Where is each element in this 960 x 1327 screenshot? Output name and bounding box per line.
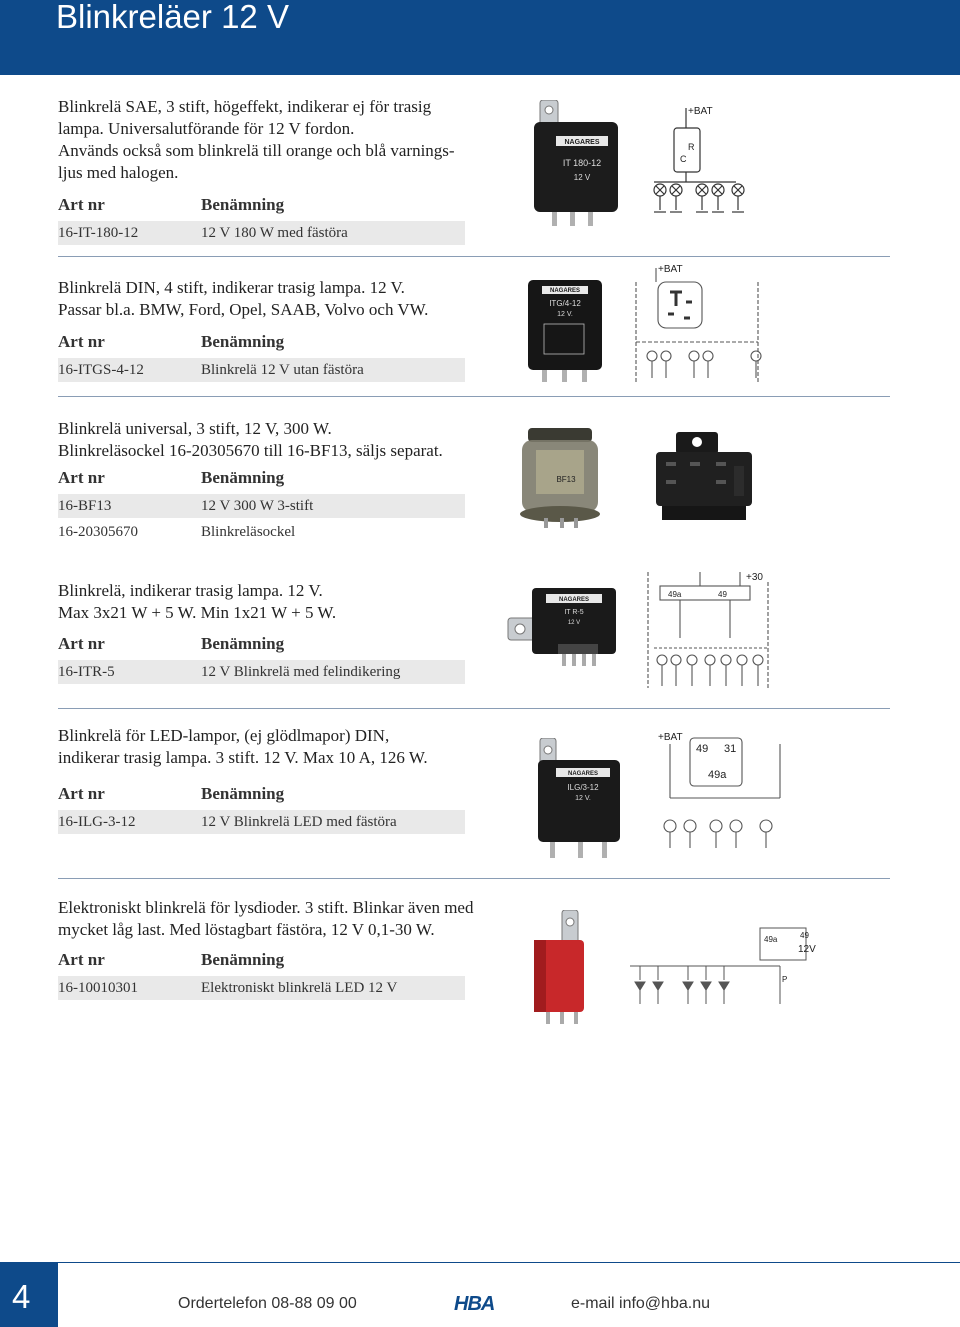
relay-model: IT 180-12 (562, 158, 602, 168)
relay-image-ilg3 (534, 738, 624, 862)
table-row (58, 221, 465, 245)
description-line: Blinkrelä för LED-lampor, (ej glödlmapor) DIN, (58, 726, 390, 745)
product-section-1 (58, 96, 890, 241)
diagram-label-49a: 49a (708, 769, 727, 781)
product-table (58, 634, 465, 684)
product-description (58, 418, 478, 462)
art-nr-cell: 16-ITR-5 (58, 664, 115, 680)
table-header (58, 332, 465, 358)
table-header (58, 634, 465, 660)
relay-brand: NAGARES (549, 288, 581, 294)
description-line: Blinkreläsockel 16-20305670 till 16-BF13, säljs separat. (58, 441, 443, 460)
relay-image-led (532, 910, 592, 1026)
table-row (58, 358, 465, 382)
diagram-label-49a: 49a (668, 590, 682, 599)
order-phone: Ordertelefon 08-88 09 00 (178, 1295, 357, 1312)
relay-voltage: 12 V. (575, 795, 591, 802)
header-art-nr: Art nr (58, 468, 105, 487)
header-art-nr: Art nr (58, 950, 105, 969)
relay-model: ITG/4-12 (549, 299, 581, 308)
description-line: Elektroniskt blinkrelä för lysdioder. 3 stift. Blinkar även med (58, 898, 474, 917)
product-description (58, 277, 478, 321)
description-line: Används också som blinkrelä till orange och blå varnings- (58, 141, 455, 160)
art-nr-cell: 16-ITGS-4-12 (58, 362, 144, 378)
diagram-label-p: P (782, 975, 788, 984)
benamning-cell: Elektroniskt blinkrelä LED 12 V (201, 980, 398, 996)
header-benamning: Benämning (201, 634, 285, 653)
relay-brand: NAGARES (558, 597, 590, 603)
description-line: lampa. Universalutförande för 12 V fordon. (58, 119, 355, 138)
relay-model: IT R-5 (564, 609, 584, 616)
description-line: Blinkrelä universal, 3 stift, 12 V, 300 W. (58, 419, 332, 438)
art-nr-cell: 16-IT-180-12 (58, 225, 139, 241)
product-table (58, 784, 465, 834)
diagram-label-bat: +BAT (658, 732, 683, 743)
description-line: Passar bl.a. BMW, Ford, Opel, SAAB, Volvo och VW. (58, 300, 429, 319)
product-description (58, 580, 478, 624)
diagram-label-30: +30 (746, 572, 763, 583)
relay-image-bf13 (514, 422, 606, 530)
art-nr-cell: 16-20305670 (58, 524, 138, 540)
product-table (58, 468, 465, 544)
art-nr-cell: 16-BF13 (58, 498, 112, 514)
description-line: Max 3x21 W + 5 W. Min 1x21 W + 5 W. (58, 603, 337, 622)
relay-model: ILG/3-12 (567, 783, 599, 792)
page-title: Blinkreläer 12 V (56, 0, 289, 35)
table-header (58, 195, 465, 221)
product-section-3 (58, 418, 890, 540)
header-art-nr: Art nr (58, 332, 105, 351)
relay-image-itr5 (506, 584, 618, 668)
contact-email[interactable]: e-mail info@hba.nu (571, 1295, 710, 1312)
relay-brand: NAGARES (567, 771, 599, 777)
benamning-cell: 12 V Blinkrelä med felindikering (201, 664, 401, 680)
hba-logo: HBA (454, 1293, 495, 1315)
header-benamning: Benämning (201, 195, 285, 214)
table-row (58, 976, 465, 1000)
diagram-label-31: 31 (724, 743, 737, 755)
wiring-diagram-2 (628, 262, 768, 386)
diagram-label-bat: +BAT (688, 106, 713, 117)
product-description (58, 96, 478, 184)
section-divider (58, 878, 890, 879)
diagram-label-49: 49 (800, 931, 809, 940)
description-line: Blinkrelä DIN, 4 stift, indikerar trasig lampa. 12 V. (58, 278, 405, 297)
relay-model: BF13 (556, 475, 576, 484)
description-line: Blinkrelä, indikerar trasig lampa. 12 V. (58, 581, 323, 600)
diagram-label-bat: +BAT (658, 264, 683, 275)
diagram-label-49a: 49a (764, 935, 778, 944)
section-divider (58, 256, 890, 257)
description-line: mycket låg last. Med löstagbart fästöra, 12 V 0,1-30 W. (58, 920, 435, 939)
table-header (58, 950, 465, 976)
footer-line (58, 1262, 960, 1263)
art-nr-cell: 16-10010301 (58, 980, 138, 996)
diagram-label-49: 49 (718, 590, 727, 599)
header-art-nr: Art nr (58, 634, 105, 653)
relay-brand: NAGARES (564, 139, 600, 146)
header-benamning: Benämning (201, 332, 285, 351)
table-row (58, 494, 465, 518)
relay-image-itgs4 (526, 276, 606, 384)
product-description (58, 725, 478, 769)
product-table (58, 950, 465, 1000)
table-row (58, 810, 465, 834)
benamning-cell: Blinkrelä 12 V utan fästöra (201, 362, 364, 378)
table-row (58, 520, 465, 544)
section-divider (58, 396, 890, 397)
header-art-nr: Art nr (58, 784, 105, 803)
wiring-diagram-1 (640, 102, 760, 222)
wiring-diagram-4 (640, 568, 776, 694)
section-divider (58, 708, 890, 709)
wiring-diagram-6 (620, 910, 820, 1010)
description-line: ljus med halogen. (58, 163, 179, 182)
description-line: Blinkrelä SAE, 3 stift, högeffekt, indikerar ej för trasig (58, 97, 432, 116)
benamning-cell: 12 V 300 W 3-stift (201, 498, 314, 514)
page-number: 4 (12, 1278, 31, 1315)
product-description (58, 897, 518, 941)
diagram-label-12v: 12V (798, 944, 816, 955)
art-nr-cell: 16-ILG-3-12 (58, 814, 136, 830)
header-art-nr: Art nr (58, 195, 105, 214)
wiring-diagram-5 (650, 728, 790, 858)
table-header (58, 784, 465, 810)
diagram-label-49: 49 (696, 743, 709, 755)
table-row (58, 660, 465, 684)
benamning-cell: 12 V Blinkrelä LED med fästöra (201, 814, 397, 830)
product-table (58, 195, 465, 245)
header-benamning: Benämning (201, 784, 285, 803)
relay-voltage: 12 V. (557, 311, 573, 318)
diagram-label-c: C (680, 154, 687, 164)
relay-voltage: 12 V (573, 173, 591, 182)
benamning-cell: Blinkreläsockel (201, 524, 296, 540)
description-line: indikerar trasig lampa. 3 stift. 12 V. Max 10 A, 126 W. (58, 748, 428, 767)
relay-socket-image (650, 430, 758, 526)
relay-image-it180 (530, 100, 622, 228)
relay-voltage: 12 V (567, 620, 581, 626)
diagram-label-r: R (688, 142, 695, 152)
header-benamning: Benämning (201, 468, 285, 487)
header-benamning: Benämning (201, 950, 285, 969)
table-header (58, 468, 465, 494)
benamning-cell: 12 V 180 W med fästöra (201, 225, 348, 241)
product-table (58, 332, 465, 382)
